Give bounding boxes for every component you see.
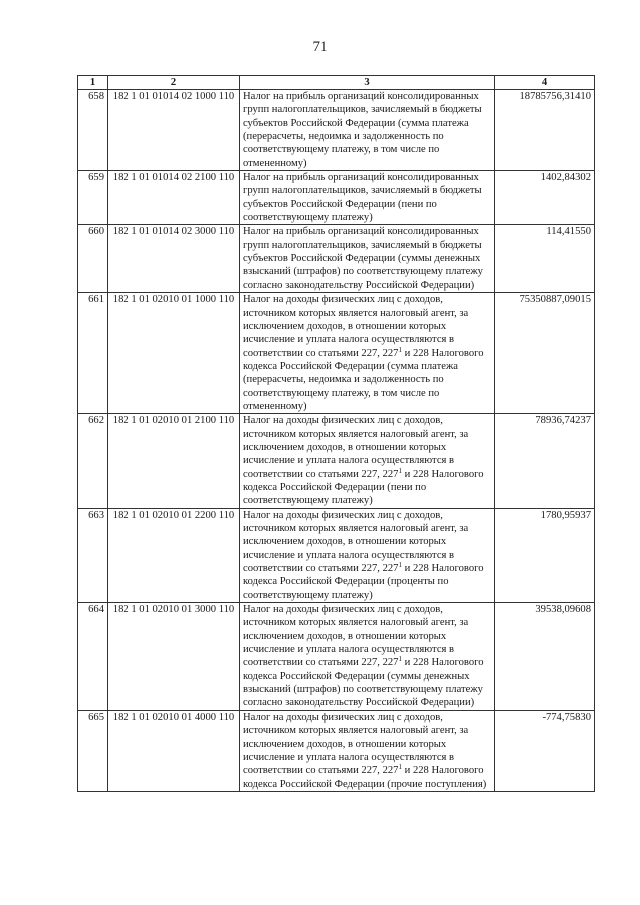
description-line: Налог на доходы физических лиц с доходов, bbox=[243, 294, 443, 306]
description-line: исключением доходов, в отношении которых bbox=[243, 738, 447, 750]
row-number: 664 bbox=[78, 603, 108, 711]
description-line: соответствии со статьями 227, $227^1$ и 228 Налогового bbox=[243, 345, 484, 359]
row-number: 658 bbox=[78, 90, 108, 171]
description-line: отмененному) bbox=[243, 400, 307, 412]
description-line: кодекса Российской Федерации (пени по bbox=[243, 481, 427, 493]
revenue-description bbox=[240, 171, 495, 225]
row-number: 661 bbox=[78, 293, 108, 414]
description-line: соответствующему платежу, в том числе по bbox=[243, 387, 440, 399]
description-line: кодекса Российской Федерации (проценты по bbox=[243, 576, 449, 588]
description-line: соответствии со статьями 227, $227^1$ и 228 Налогового bbox=[243, 655, 484, 669]
budget-revenue-table bbox=[77, 75, 595, 792]
table-row bbox=[78, 414, 595, 508]
amount-value: 75350887,09015 bbox=[495, 293, 595, 414]
description-line: источником которых является налоговый агент, за bbox=[243, 307, 469, 319]
revenue-description bbox=[240, 90, 495, 171]
description-line: соответствии со статьями 227, $227^1$ и 228 Налогового bbox=[243, 561, 484, 575]
revenue-description bbox=[240, 603, 495, 711]
amount-value: 39538,09608 bbox=[495, 603, 595, 711]
header-col-1: 1 bbox=[78, 76, 108, 90]
description-line: соответствующему платежу) bbox=[243, 212, 373, 224]
row-number: 663 bbox=[78, 508, 108, 602]
description-line: взысканий (штрафов) по соответствующему платежу bbox=[243, 684, 483, 696]
table-body bbox=[78, 90, 595, 792]
description-line: исключением доходов, в отношении которых bbox=[243, 320, 447, 332]
description-line: групп налогоплательщиков, зачисляемый в бюджеты bbox=[243, 239, 482, 251]
table-row bbox=[78, 293, 595, 414]
description-line: кодекса Российской Федерации (суммы денежных bbox=[243, 670, 470, 682]
row-number: 665 bbox=[78, 710, 108, 791]
revenue-description bbox=[240, 293, 495, 414]
amount-value: 1402,84302 bbox=[495, 171, 595, 225]
budget-classification-code: 182 1 01 01014 02 2100 110 bbox=[108, 171, 240, 225]
description-line: взысканий (штрафов) по соответствующему платежу bbox=[243, 266, 483, 278]
table-row bbox=[78, 225, 595, 293]
description-line: субъектов Российской Федерации (сумма платежа bbox=[243, 117, 469, 129]
description-line: исчисление и уплата налога осуществляются в bbox=[243, 549, 455, 561]
description-line: кодекса Российской Федерации (сумма платежа bbox=[243, 360, 458, 372]
description-line: Налог на прибыль организаций консолидированных bbox=[243, 91, 479, 102]
amount-value: 18785756,31410 bbox=[495, 90, 595, 171]
table-row bbox=[78, 603, 595, 711]
description-line: групп налогоплательщиков, зачисляемый в бюджеты bbox=[243, 185, 482, 197]
budget-classification-code: 182 1 01 02010 01 2200 110 bbox=[108, 508, 240, 602]
row-number: 662 bbox=[78, 414, 108, 508]
row-number: 659 bbox=[78, 171, 108, 225]
description-line: отмененному) bbox=[243, 157, 307, 169]
description-line: исчисление и уплата налога осуществляются в bbox=[243, 334, 455, 346]
description-line: исключением доходов, в отношении которых bbox=[243, 630, 447, 642]
description-line: Налог на прибыль организаций консолидированных bbox=[243, 172, 479, 184]
row-number: 660 bbox=[78, 225, 108, 293]
description-line: субъектов Российской Федерации (суммы денежных bbox=[243, 253, 481, 265]
description-line: исчисление и уплата налога осуществляются в bbox=[243, 644, 455, 656]
description-line: соответствии со статьями 227, $227^1$ и 228 Налогового bbox=[243, 466, 484, 480]
table-header bbox=[78, 76, 595, 90]
budget-classification-code: 182 1 01 02010 01 2100 110 bbox=[108, 414, 240, 508]
description-line: Налог на доходы физических лиц с доходов, bbox=[243, 509, 443, 521]
budget-classification-code: 182 1 01 02010 01 1000 110 bbox=[108, 293, 240, 414]
description-line: групп налогоплательщиков, зачисляемый в бюджеты bbox=[243, 104, 482, 116]
description-line: источником которых является налоговый агент, за bbox=[243, 428, 469, 440]
revenue-description bbox=[240, 414, 495, 508]
description-line: Налог на доходы физических лиц с доходов, bbox=[243, 604, 443, 616]
budget-classification-code: 182 1 01 01014 02 3000 110 bbox=[108, 225, 240, 293]
description-line: исключением доходов, в отношении которых bbox=[243, 536, 447, 548]
revenue-description bbox=[240, 508, 495, 602]
table-row bbox=[78, 90, 595, 171]
description-line: источником которых является налоговый агент, за bbox=[243, 523, 469, 534]
description-line: Налог на прибыль организаций консолидированных bbox=[243, 226, 479, 238]
header-col-2: 2 bbox=[108, 76, 240, 90]
description-line: согласно законодательству Российской Федерации) bbox=[243, 697, 475, 709]
description-line: исключением доходов, в отношении которых bbox=[243, 441, 447, 453]
table-row bbox=[78, 710, 595, 791]
description-line: исчисление и уплата налога осуществляются в bbox=[243, 751, 455, 763]
description-line: субъектов Российской Федерации (пени по bbox=[243, 198, 437, 210]
amount-value: -774,75830 bbox=[495, 710, 595, 791]
description-line: (перерасчеты, недоимка и задолженность по bbox=[243, 131, 444, 143]
description-line: согласно законодательству Российской Федерации) bbox=[243, 279, 475, 291]
table-row bbox=[78, 171, 595, 225]
amount-value: 114,41550 bbox=[495, 225, 595, 293]
budget-classification-code: 182 1 01 02010 01 3000 110 bbox=[108, 603, 240, 711]
header-col-3: 3 bbox=[240, 76, 495, 90]
revenue-description bbox=[240, 710, 495, 791]
budget-classification-code: 182 1 01 01014 02 1000 110 bbox=[108, 90, 240, 171]
budget-classification-code: 182 1 01 02010 01 4000 110 bbox=[108, 710, 240, 791]
description-line: источником которых является налоговый агент, за bbox=[243, 725, 469, 737]
description-line: источником которых является налоговый агент, за bbox=[243, 617, 469, 629]
description-line: кодекса Российской Федерации (прочие поступления) bbox=[243, 778, 487, 790]
description-line: (перерасчеты, недоимка и задолженность по bbox=[243, 374, 444, 386]
table-row bbox=[78, 508, 595, 602]
description-line: соответствующему платежу, в том числе по bbox=[243, 144, 440, 156]
description-line: соответствии со статьями 227, $227^1$ и 228 Налогового bbox=[243, 763, 484, 777]
page-number: 71 bbox=[312, 39, 328, 55]
amount-value: 78936,74237 bbox=[495, 414, 595, 508]
header-row bbox=[78, 76, 595, 90]
description-line: Налог на доходы физических лиц с доходов, bbox=[243, 711, 443, 723]
revenue-description bbox=[240, 225, 495, 293]
header-col-4: 4 bbox=[495, 76, 595, 90]
description-line: исчисление и уплата налога осуществляются в bbox=[243, 455, 455, 467]
description-line: соответствующему платежу) bbox=[243, 495, 373, 507]
description-line: соответствующему платежу) bbox=[243, 589, 373, 601]
description-line: Налог на доходы физических лиц с доходов, bbox=[243, 415, 443, 427]
amount-value: 1780,95937 bbox=[495, 508, 595, 602]
